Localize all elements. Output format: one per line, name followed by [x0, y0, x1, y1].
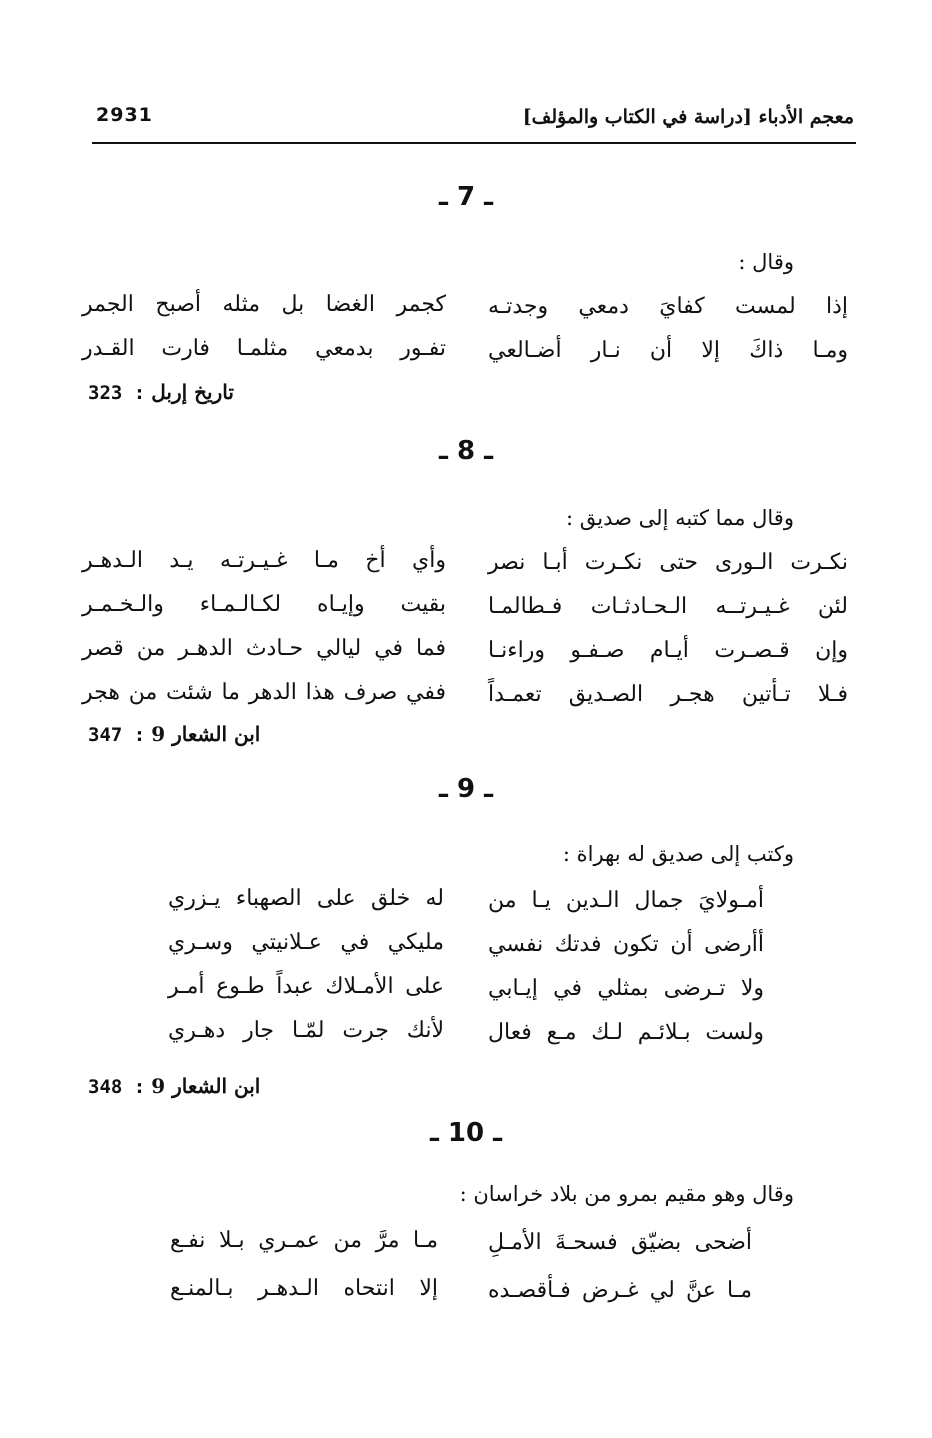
- section-intro: وقال وهو مقيم بمرو من بلاد خراسان :: [459, 1182, 794, 1206]
- verse-first-hemistich: وإن قـصـرت أيـام صـفـو وراءنـا: [488, 638, 848, 663]
- citation: [88, 722, 260, 746]
- section-number: ـ 7 ـ: [439, 182, 493, 212]
- verse-first-hemistich: ومـا ذاكَ إلا أن نـار أضـالعي: [488, 338, 848, 363]
- verse-second-hemistich: له خلق على الصهباء يـزري: [168, 886, 444, 911]
- section-intro: وكتب إلى صديق له بهراة :: [562, 842, 794, 866]
- verse-first-hemistich: إذا لمست كفايَ دمعي وجدتـه: [488, 294, 848, 319]
- citation: [88, 1074, 260, 1098]
- verse-first-hemistich: ولا تـرضى بمثلي في إيـابي: [488, 976, 764, 1001]
- verse-second-hemistich: فما في ليالي حـادث الدهـر من قصر: [82, 636, 446, 661]
- verse-first-hemistich: أمـولايَ جمال الـدين يـا من: [488, 888, 764, 913]
- citation-source: تاريخ إربل: [151, 380, 234, 404]
- verse-second-hemistich: بقيت وإيـاه لكـالـمـاء والـخـمـر: [82, 592, 446, 617]
- verse-first-hemistich: أضحى بضيّق فسحـةَ الأمـلِ: [488, 1230, 752, 1255]
- verse-second-hemistich: على الأمـلاك عبداً طـوع أمـر: [168, 974, 444, 999]
- verse-second-hemistich: كجمر الغضا بل مثله أصبح الجمر: [82, 292, 446, 317]
- verse-first-hemistich: أأرضى أن تكون فدتك نفسي: [488, 932, 764, 957]
- verse-second-hemistich: وأي أخ مـا غـيـرتـه يـد الـدهـر: [82, 548, 446, 573]
- citation-ref: 348 :: [88, 1076, 146, 1098]
- verse-first-hemistich: مـا عنَّ لي غـرض فـأقصـده: [488, 1278, 752, 1303]
- header-rule: [92, 142, 856, 144]
- citation-ref: 347 :: [88, 724, 146, 746]
- verse-second-hemistich: مـا مرَّ من عمـري بـلا نفـع: [170, 1228, 438, 1253]
- section-number: ـ 8 ـ: [439, 436, 493, 466]
- verse-first-hemistich: لئن غـيـرتــه الـحـادثـات فـطالمـا: [488, 594, 848, 619]
- citation-ref: 323 :: [88, 382, 146, 404]
- section-number: ـ 9 ـ: [439, 774, 493, 804]
- section-number: ـ 10 ـ: [429, 1118, 503, 1148]
- verse-second-hemistich: إلا انتحاه الـدهـر بـالمنـع: [170, 1276, 438, 1301]
- section-intro: وقال :: [738, 250, 794, 274]
- verse-second-hemistich: تفـور بدمعي مثلمـا فارت القـدر: [82, 336, 446, 361]
- citation-source: ابن الشعار 9: [151, 1074, 261, 1098]
- citation: [88, 380, 234, 404]
- verse-first-hemistich: نكـرت الـورى حتى نكـرت أبـا نصر: [488, 550, 848, 575]
- page-number: 2931: [96, 104, 153, 126]
- running-title: معجم الأدباء [دراسة في الكتاب والمؤلف]: [522, 106, 854, 128]
- verse-second-hemistich: لأنك جرت لمّـا جار دهـري: [168, 1018, 444, 1043]
- verse-second-hemistich: مليكي في عـلانيتي وسـري: [168, 930, 444, 955]
- section-intro: وقال مما كتبه إلى صديق :: [566, 506, 794, 530]
- verse-second-hemistich: ففي صرف هذا الدهر ما شئت من هجر: [82, 680, 446, 705]
- verse-first-hemistich: فـلا تـأتين هجـر الصـديق تعمـداً: [488, 682, 848, 707]
- verse-first-hemistich: ولست بـلائـم لـك مـع فعال: [488, 1020, 764, 1045]
- citation-source: ابن الشعار 9: [151, 722, 261, 746]
